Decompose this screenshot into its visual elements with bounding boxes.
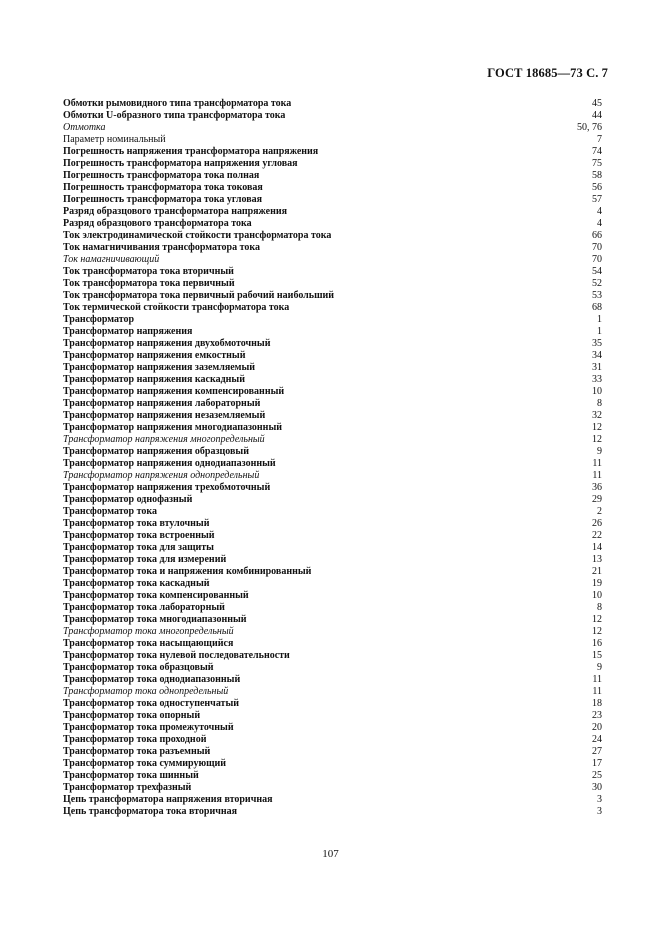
index-term: Трансформатор тока нулевой последовательности	[63, 650, 290, 661]
index-term: Трансформатор тока однопредельный	[63, 686, 229, 697]
index-page-ref: 68	[592, 302, 602, 313]
index-page-ref: 4	[597, 206, 602, 217]
index-page-ref: 11	[592, 458, 602, 469]
index-page-ref: 33	[592, 374, 602, 385]
index-entry	[63, 674, 602, 686]
index-entry	[63, 98, 602, 110]
index-term: Трансформатор тока промежуточный	[63, 722, 234, 733]
index-entry	[63, 566, 602, 578]
index-page-ref: 3	[597, 806, 602, 817]
index-entry	[63, 182, 602, 194]
index-term: Ток трансформатора тока первичный	[63, 278, 235, 289]
index-page-ref: 11	[592, 470, 602, 481]
index-term: Трансформатор напряжения	[63, 326, 193, 337]
index-entry	[63, 362, 602, 374]
index-page-ref: 57	[592, 194, 602, 205]
index-entry	[63, 422, 602, 434]
page-number: 107	[322, 848, 339, 860]
index-page-ref: 35	[592, 338, 602, 349]
index-entry	[63, 386, 602, 398]
index-entry	[63, 206, 602, 218]
index-page-ref: 45	[592, 98, 602, 109]
index-term: Трансформатор	[63, 314, 135, 325]
index-entry	[63, 266, 602, 278]
index-page-ref: 29	[592, 494, 602, 505]
index-entry	[63, 254, 602, 266]
index-term: Трансформатор напряжения незаземляемый	[63, 410, 266, 421]
index-entry	[63, 578, 602, 590]
index-term: Трансформатор тока втулочный	[63, 518, 210, 529]
index-entry	[63, 734, 602, 746]
index-term: Трансформатор напряжения многодиапазонный	[63, 422, 283, 433]
index-page-ref: 10	[592, 386, 602, 397]
index-term: Погрешность трансформатора тока угловая	[63, 194, 263, 205]
index-page-ref: 16	[592, 638, 602, 649]
index-page-ref: 36	[592, 482, 602, 493]
index-page-ref: 25	[592, 770, 602, 781]
index-term: Погрешность напряжения трансформатора напряжения	[63, 146, 319, 157]
index-entry	[63, 434, 602, 446]
index-term: Разряд образцового трансформатора тока	[63, 218, 252, 229]
index-page-ref: 14	[592, 542, 602, 553]
index-entry	[63, 194, 602, 206]
index-entry	[63, 290, 602, 302]
index-term: Трансформатор напряжения заземляемый	[63, 362, 256, 373]
page-header: ГОСТ 18685—73 С. 7	[487, 66, 608, 80]
index-term: Трансформатор напряжения многопредельный	[63, 434, 265, 445]
index-page-ref: 30	[592, 782, 602, 793]
index-page-ref: 26	[592, 518, 602, 529]
index-term: Трансформатор напряжения лабораторный	[63, 398, 261, 409]
index-page-ref: 22	[592, 530, 602, 541]
index-entry	[63, 446, 602, 458]
index-term: Трансформатор тока многопредельный	[63, 626, 234, 637]
index-page-ref: 15	[592, 650, 602, 661]
index-entry	[63, 242, 602, 254]
index-page-ref: 21	[592, 566, 602, 577]
index-term: Трансформатор тока каскадный	[63, 578, 210, 589]
index-entry	[63, 470, 602, 482]
index-term: Отмотка	[63, 122, 106, 133]
index-page-ref: 44	[592, 110, 602, 121]
index-entry	[63, 146, 602, 158]
index-term: Трансформатор тока лабораторный	[63, 602, 225, 613]
index-term: Трансформатор однофазный	[63, 494, 193, 505]
index-page-ref: 52	[592, 278, 602, 289]
index-entry	[63, 746, 602, 758]
index-entry	[63, 110, 602, 122]
index-page-ref: 24	[592, 734, 602, 745]
index-term: Ток трансформатора тока вторичный	[63, 266, 234, 277]
index-page-ref: 4	[597, 218, 602, 229]
index-term: Обмотки U-образного типа трансформатора тока	[63, 110, 286, 121]
index-page-ref: 9	[597, 662, 602, 673]
index-page-ref: 20	[592, 722, 602, 733]
index-entry	[63, 218, 602, 230]
index-page-ref: 12	[592, 434, 602, 445]
index-entry	[63, 278, 602, 290]
index-page-ref: 27	[592, 746, 602, 757]
index-term: Трансформатор тока шинный	[63, 770, 199, 781]
index-entry	[63, 410, 602, 422]
index-term: Трансформатор тока одноступенчатый	[63, 698, 240, 709]
index-page-ref: 8	[597, 602, 602, 613]
index-term: Цепь трансформатора тока вторичная	[63, 806, 238, 817]
index-page-ref: 50, 76	[577, 122, 602, 133]
index-page-ref: 1	[597, 314, 602, 325]
index-page-ref: 11	[592, 674, 602, 685]
index-term: Погрешность трансформатора тока полная	[63, 170, 260, 181]
index-entry	[63, 698, 602, 710]
index-entry	[63, 722, 602, 734]
index-term: Трансформатор тока для защиты	[63, 542, 214, 553]
index-term: Параметр номинальный	[63, 134, 166, 145]
index-page-ref: 8	[597, 398, 602, 409]
index-entry	[63, 758, 602, 770]
index-entry	[63, 614, 602, 626]
index-page-ref: 70	[592, 242, 602, 253]
index-term: Трансформатор напряжения однопредельный	[63, 470, 260, 481]
index-entry	[63, 398, 602, 410]
index-page-ref: 13	[592, 554, 602, 565]
index-entry	[63, 542, 602, 554]
index-entry	[63, 638, 602, 650]
index-entry	[63, 662, 602, 674]
index-term: Трансформатор напряжения емкостный	[63, 350, 246, 361]
index-entry	[63, 650, 602, 662]
index-entry	[63, 794, 602, 806]
index-entry	[63, 806, 602, 818]
index-term: Трансформатор напряжения компенсированный	[63, 386, 285, 397]
index-page-ref: 58	[592, 170, 602, 181]
index-page-ref: 11	[592, 686, 602, 697]
index-entry	[63, 602, 602, 614]
index-entry	[63, 122, 602, 134]
index-term: Ток намагничивающий	[63, 254, 160, 265]
index-entry	[63, 158, 602, 170]
index-page-ref: 66	[592, 230, 602, 241]
index-entry	[63, 170, 602, 182]
index-entry	[63, 710, 602, 722]
index-page-ref: 7	[597, 134, 602, 145]
index-page-ref: 17	[592, 758, 602, 769]
index-entry	[63, 134, 602, 146]
index-term: Трансформатор тока и напряжения комбинированный	[63, 566, 312, 577]
index-term: Погрешность трансформатора тока токовая	[63, 182, 263, 193]
index-entry	[63, 482, 602, 494]
index-entry	[63, 506, 602, 518]
index-page-ref: 12	[592, 626, 602, 637]
index-term: Трансформатор тока проходной	[63, 734, 207, 745]
index-term: Ток электродинамической стойкости трансформатора тока	[63, 230, 332, 241]
index-page-ref: 75	[592, 158, 602, 169]
index-term: Трансформатор трехфазный	[63, 782, 192, 793]
index-page-ref: 31	[592, 362, 602, 373]
index-page-ref: 23	[592, 710, 602, 721]
index-page-ref: 19	[592, 578, 602, 589]
index-entry	[63, 554, 602, 566]
index-entry	[63, 350, 602, 362]
index-term: Трансформатор напряжения каскадный	[63, 374, 245, 385]
index-entry	[63, 338, 602, 350]
index-page-ref: 10	[592, 590, 602, 601]
index-entry	[63, 770, 602, 782]
index-term: Трансформатор тока разъемный	[63, 746, 211, 757]
index-entry	[63, 518, 602, 530]
index-term: Трансформатор тока для измерений	[63, 554, 227, 565]
index-term: Трансформатор напряжения образцовый	[63, 446, 249, 457]
index-entry	[63, 314, 602, 326]
index-entry	[63, 326, 602, 338]
index-term: Трансформатор тока суммирующий	[63, 758, 227, 769]
index-page-ref: 9	[597, 446, 602, 457]
index-term: Трансформатор тока компенсированный	[63, 590, 249, 601]
index-page-ref: 1	[597, 326, 602, 337]
index-page-ref: 53	[592, 290, 602, 301]
index-page-ref: 2	[597, 506, 602, 517]
index-page-ref: 3	[597, 794, 602, 805]
index-term: Трансформатор тока насыщающийся	[63, 638, 234, 649]
index-page-ref: 56	[592, 182, 602, 193]
alphabetical-index	[63, 98, 602, 818]
index-page-ref: 12	[592, 614, 602, 625]
index-term: Разряд образцового трансформатора напряжения	[63, 206, 288, 217]
index-term: Ток термической стойкости трансформатора тока	[63, 302, 290, 313]
index-entry	[63, 686, 602, 698]
index-entry	[63, 626, 602, 638]
index-page-ref: 54	[592, 266, 602, 277]
index-entry	[63, 494, 602, 506]
index-term: Обмотки рымовидного типа трансформатора тока	[63, 98, 292, 109]
index-entry	[63, 458, 602, 470]
index-page-ref: 34	[592, 350, 602, 361]
index-page-ref: 70	[592, 254, 602, 265]
index-term: Трансформатор тока	[63, 506, 157, 517]
index-term: Трансформатор тока опорный	[63, 710, 201, 721]
index-entry	[63, 230, 602, 242]
index-entry	[63, 302, 602, 314]
index-term: Трансформатор напряжения однодиапазонный	[63, 458, 276, 469]
index-page-ref: 74	[592, 146, 602, 157]
index-term: Трансформатор тока встроенный	[63, 530, 215, 541]
index-term: Трансформатор напряжения трехобмоточный	[63, 482, 271, 493]
index-page-ref: 18	[592, 698, 602, 709]
index-term: Ток трансформатора тока первичный рабочий наибольший	[63, 290, 335, 301]
index-entry	[63, 590, 602, 602]
index-entry	[63, 782, 602, 794]
index-term: Цепь трансформатора напряжения вторичная	[63, 794, 273, 805]
index-page-ref: 32	[592, 410, 602, 421]
index-page-ref: 12	[592, 422, 602, 433]
index-term: Трансформатор тока однодиапазонный	[63, 674, 241, 685]
index-term: Трансформатор тока образцовый	[63, 662, 214, 673]
index-term: Трансформатор тока многодиапазонный	[63, 614, 247, 625]
index-term: Ток намагничивания трансформатора тока	[63, 242, 260, 253]
index-entry	[63, 530, 602, 542]
index-entry	[63, 374, 602, 386]
index-term: Погрешность трансформатора напряжения угловая	[63, 158, 298, 169]
index-term: Трансформатор напряжения двухобмоточный	[63, 338, 271, 349]
